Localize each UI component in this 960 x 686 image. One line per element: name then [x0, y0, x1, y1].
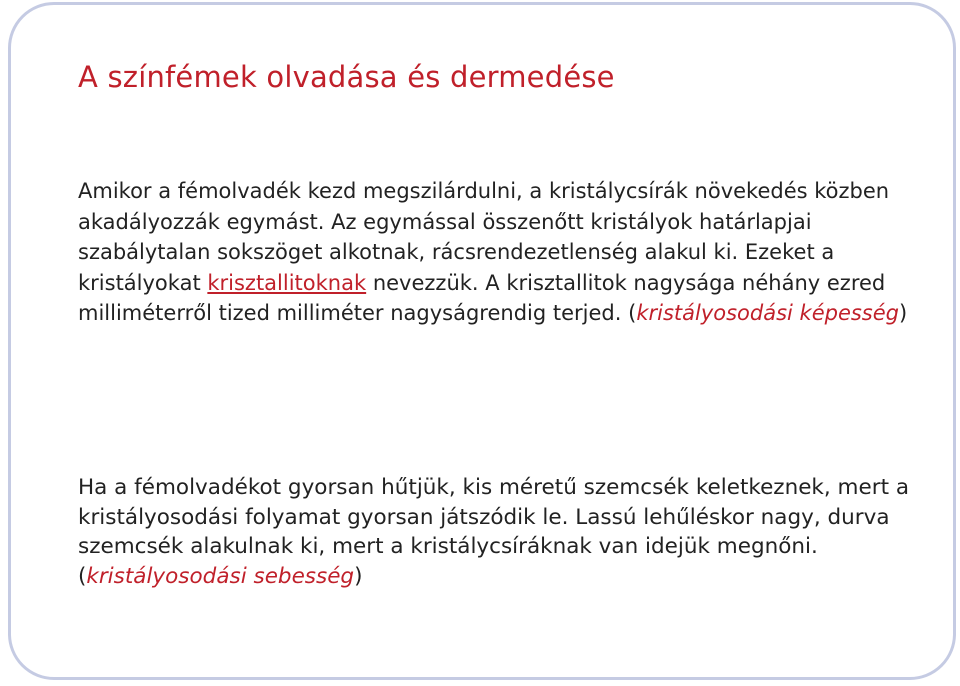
- paragraph-crystallites: [78, 176, 928, 329]
- paragraph-2-text: Ha a fémolvadékot gyorsan hűtjük, kis méretű szemcsék keletkeznek, mert a kristályosodási folyamat gyorsan játszódik le. Lassú lehűléskor nagy, durva szemcsék alakulnak ki, mert a kristálycsíráknak van idejük megnőni.: [78, 475, 910, 559]
- paragraph-cooling: [78, 473, 928, 591]
- paragraph-1-text-after: nevezzük. A krisztallitok nagysága néhány ezred milliméterről tized milliméter nagyságrendig terjed.: [78, 270, 886, 325]
- paragraph-1-text-before: Amikor a fémolvadék kezd megszilárdulni, a kristálycsírák növekedés közben akadályozzák egymást. Az egymással összenőtt kristályok határlapjai szabálytalan sokszöget alkotnak, rácsrendezetlenség alakul ki. Ezeket a kristályokat: [78, 179, 890, 295]
- paren-open: (: [628, 301, 637, 325]
- krisztallit-link[interactable]: krisztallitoknak: [207, 270, 367, 295]
- term-kristalyosodasi-kepesseg: kristályosodási képesség: [636, 301, 899, 325]
- paren-close: ): [899, 301, 908, 325]
- paren-open: (: [78, 563, 87, 589]
- term-kristalyosodasi-sebesseg: kristályosodási sebesség: [86, 563, 355, 589]
- paren-close: ): [354, 563, 363, 589]
- slide-title: A színfémek olvadása és dermedése: [78, 60, 615, 94]
